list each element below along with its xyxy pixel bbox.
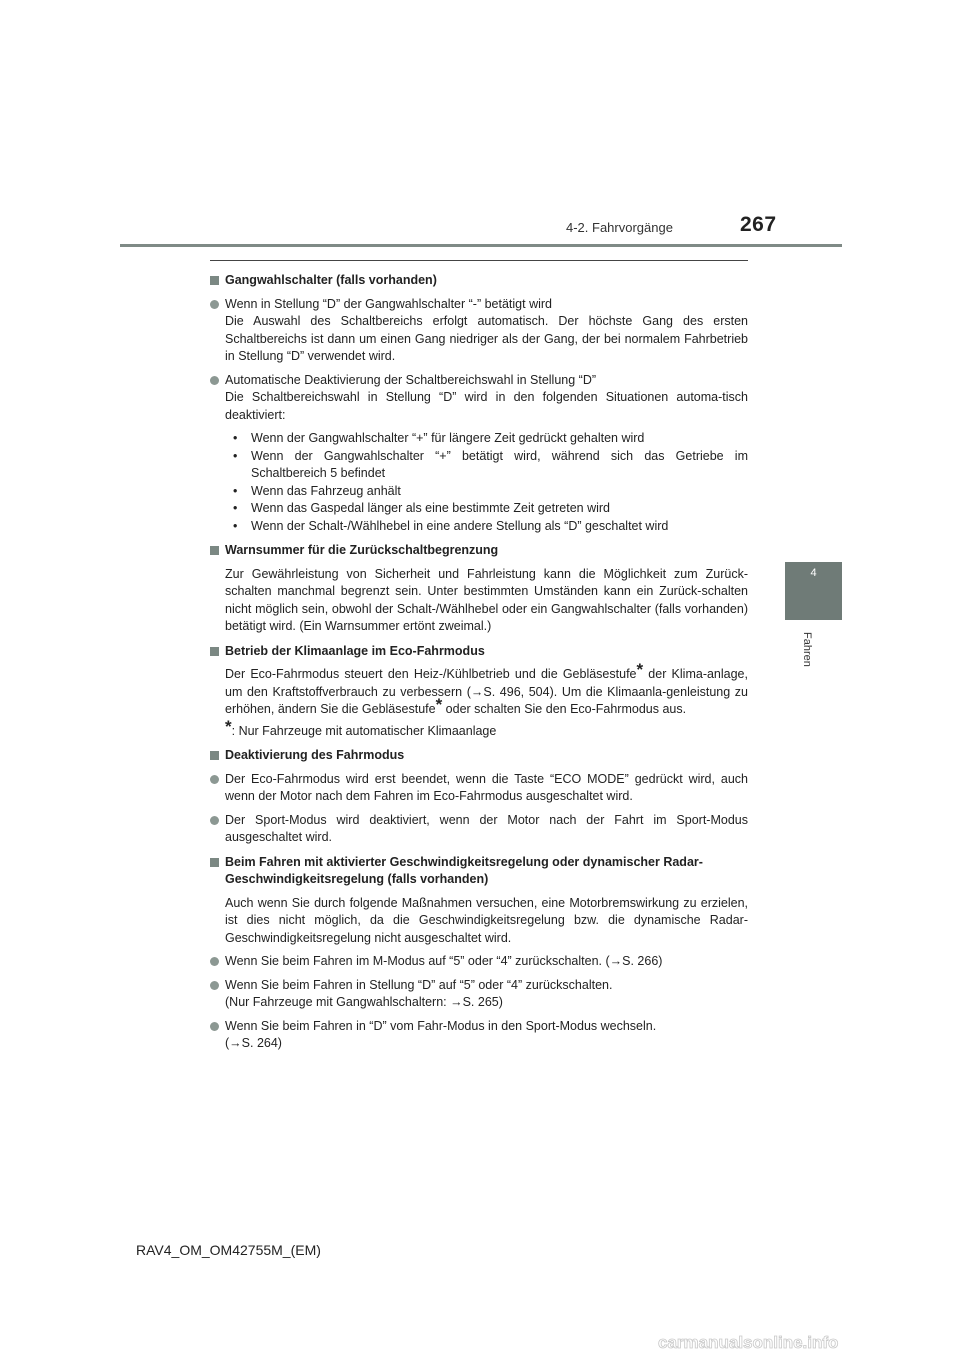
asterisk-mark: * <box>225 716 232 736</box>
sub-list-item: • Wenn der Schalt-/Wählhebel in eine andere Stellung als “D” geschaltet wird <box>233 518 669 533</box>
sub-list-item: • Wenn der Gangwahlschalter “+” für längere Zeit gedrückt gehalten wird <box>233 431 645 445</box>
section-paragraph: Auch wenn Sie durch folgende Maßnahmen versuchen, eine Motorbremswirkung zu erzielen, ist dies nicht möglich, da die Geschwindigkeitsregelung bzw. die dynamische Radar-Geschwindigkeitsregelung nicht ausgeschaltet wird. <box>225 895 748 945</box>
bullet-item: Der Eco-Fahrmodus wird erst beendet, wenn die Taste “ECO MODE” gedrückt wird, auch wenn der Motor nach dem Fahren im Eco-Fahrmodus ausgeschaltet wird. <box>210 771 748 806</box>
section-title-cruise-control: Beim Fahren mit aktivierter Geschwindigkeitsregelung oder dynamischer Radar-Geschwindigkeitsregelung (falls vorhanden) <box>210 854 748 889</box>
chapter-tab-label-text: Fahren <box>801 632 813 667</box>
section-title-gear-switch: Gangwahlschalter (falls vorhanden) <box>210 272 748 290</box>
watermark-text: carmanualsonline.info <box>658 1333 839 1352</box>
asterisk-mark: * <box>636 660 644 679</box>
page-number: 267 <box>740 213 777 236</box>
sub-list-item: • Wenn der Gangwahlschalter “+” betätigt wird, während sich das Getriebe im Schaltbereich 5 befindet <box>233 448 748 480</box>
bullet-dot-icon <box>210 1022 219 1031</box>
bullet-dot-icon <box>210 816 219 825</box>
section-title-downshift-buzzer: Warnsummer für die Zurückschaltbegrenzung <box>210 542 748 560</box>
page-content <box>210 265 748 1053</box>
header-rule <box>120 244 842 247</box>
bullet-item: Der Sport-Modus wird deaktiviert, wenn der Motor nach der Fahrt im Sport-Modus ausgeschaltet wird. <box>210 812 748 847</box>
chapter-tab-label <box>799 632 813 692</box>
section-title-drive-mode-deactivation: Deaktivierung des Fahrmodus <box>210 747 748 765</box>
section-square-icon <box>210 858 219 867</box>
asterisk-mark: * <box>435 695 443 714</box>
header-section-title: 4-2. Fahrvorgänge <box>566 220 673 235</box>
section-square-icon <box>210 546 219 555</box>
bullet-item: Wenn Sie beim Fahren im M-Modus auf “5” oder “4” zurückschalten. (→S. 266) <box>210 953 748 971</box>
watermark <box>650 1330 950 1354</box>
section-square-icon <box>210 647 219 656</box>
footer-document-code: RAV4_OM_OM42755M_(EM) <box>136 1242 321 1258</box>
bullet-dot-icon <box>210 981 219 990</box>
bullet-item: Wenn Sie beim Fahren in Stellung “D” auf “5” oder “4” zurückschalten. (Nur Fahrzeuge mit Gangwahlschaltern: →S. 265) <box>210 977 748 1012</box>
content-top-rule <box>210 260 748 261</box>
bullet-dot-icon <box>210 775 219 784</box>
watermark-svg <box>650 1330 950 1354</box>
footnote: *: Nur Fahrzeuge mit automatischer Klimaanlage <box>225 716 497 738</box>
bullet-dot-icon <box>210 300 219 309</box>
section-square-icon <box>210 276 219 285</box>
section-title-eco-climate: Betrieb der Klimaanlage im Eco-Fahrmodus <box>210 643 748 661</box>
sub-list-item: • Wenn das Gaspedal länger als eine bestimmte Zeit getreten wird <box>233 501 610 515</box>
chapter-tab-number: 4 <box>810 567 817 579</box>
section-paragraph: Zur Gewährleistung von Sicherheit und Fahrleistung kann die Möglichkeit zum Zurück-schalten manchmal begrenzt sein. Unter bestimmten Umständen kann ein Zurück-schalten nicht möglich sein, obwohl der Schalt-/Wählhebel oder ein Gangwahlschalter (falls vorhanden) betätigt wird. (Ein Warnsummer ertönt zweimal.) <box>225 566 748 633</box>
bullet-item: Automatische Deaktivierung der Schaltbereichswahl in Stellung “D” Die Schaltbereichswahl in Stellung “D” wird in den folgenden Situationen automa-tisch deaktiviert: <box>210 372 748 425</box>
sub-list <box>210 430 748 535</box>
sub-list-item: • Wenn das Fahrzeug anhält <box>233 483 401 498</box>
section-square-icon <box>210 751 219 760</box>
bullet-item: Wenn in Stellung “D” der Gangwahlschalter “-” betätigt wird Die Auswahl des Schaltbereichs erfolgt automatisch. Der höchste Gang des ersten Schaltbereichs ist dann um einen Gang niedriger als der Gang, der bei normalem Fahrbetrieb in Stellung “D” verwendet wird. <box>210 296 748 366</box>
section-paragraph: Der Eco-Fahrmodus steuert den Heiz-/Kühlbetrieb und die Gebläsestufe* der Klima-anlage, um den Kraftstoffverbrauch zu verbessern (→S. 496, 504). Um die Klimaanla-genleistung zu erhöhen, ändern Sie die Gebläsestufe* oder schalten Sie den Eco-Fahrmodus aus. <box>225 660 748 716</box>
bullet-dot-icon <box>210 376 219 385</box>
bullet-item: Wenn Sie beim Fahren in “D” vom Fahr-Modus in den Sport-Modus wechseln. (→S. 264) <box>210 1018 748 1053</box>
bullet-dot-icon <box>210 957 219 966</box>
